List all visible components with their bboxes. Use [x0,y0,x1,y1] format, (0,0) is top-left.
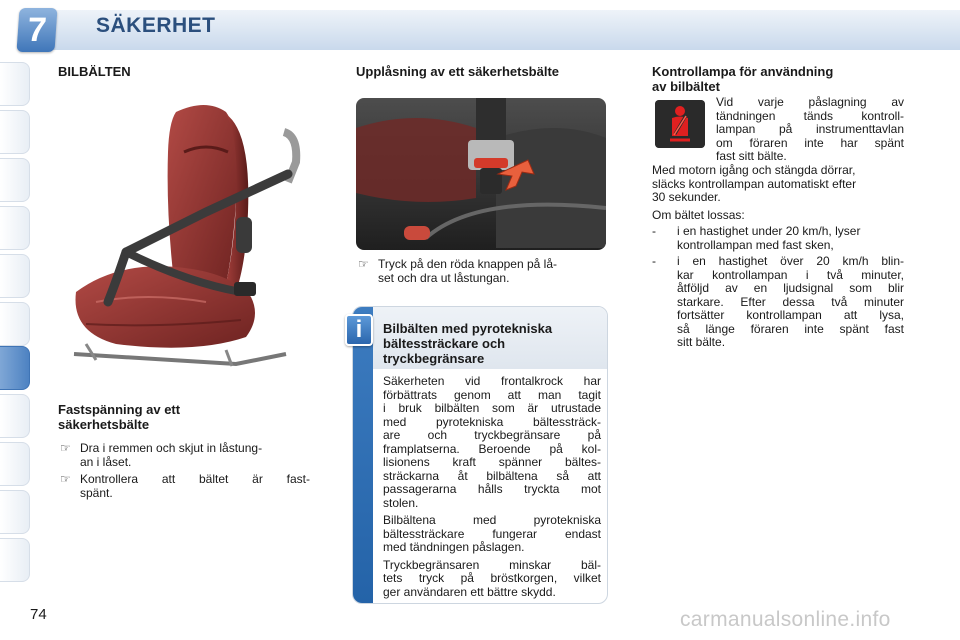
text-line: tets tryck på bröstkorgen, vilket [383,571,601,585]
upplasning-bullet-list [356,258,608,289]
heading-line: Kontrollampa för användning [652,64,834,79]
kontrollampa-dash-list [652,225,904,350]
list-item [58,442,310,469]
bullet-line: Dra i remmen och skjut in låstung- [80,441,263,455]
text-line: sträckarna åt bilbältena så att [383,468,601,483]
bullet-line: spänt. [80,485,113,500]
side-tab-5 [0,254,30,298]
section-heading-bilbalten: BILBÄLTEN [58,64,131,79]
buckle-release-photo [356,98,606,250]
text-line: fortsätter kontrollampan att lysa, [677,308,904,322]
page-header [0,0,960,52]
chapter-side-tabs [0,62,34,582]
side-tab-2 [0,110,30,154]
bullet-line: set och dra ut låstungan. [378,270,510,285]
watermark: carmanualsonline.info [680,608,891,631]
text-line: Bilbältena med pyrotekniska [383,513,601,527]
side-tab-10 [0,490,30,534]
seat-belt-illustration [56,92,312,382]
text-line: fast sitt bälte. [716,149,787,163]
text-line: passagerarna hålls tryckta mot [383,482,601,496]
info-icon: i [345,314,373,346]
fastspanning-bullet-list [58,442,310,504]
kontrollampa-paragraph-1 [652,164,904,205]
list-item [652,255,904,350]
dash-marker: - [652,254,656,268]
text-line: sitt bälte. [677,335,726,349]
section-heading-upplasning: Upplåsning av ett säkerhetsbälte [356,64,560,79]
text-line: tändningen tänds kontroll- [716,108,904,123]
side-tab-9 [0,442,30,486]
chapter-title: SÄKERHET [96,14,216,37]
text-line: Vid varje påslagning av [716,95,904,109]
chapter-number-badge: 7 [16,8,57,52]
info-box-title [383,321,552,366]
text-line: lisionens kraft spänner bältes- [383,455,601,469]
text-line: Med motorn igång och stängda dörrar, [652,163,856,177]
side-tab-3 [0,158,30,202]
info-box-side-bar [353,307,373,603]
side-tab-7-active [0,346,30,390]
text-line: lampan på instrumenttavlan [716,122,904,136]
list-item [356,258,608,285]
text-line: i bruk bilbälten som är utrustade [383,401,601,415]
text-line: om föraren inte har spänt [716,135,904,150]
info-title-line: Bilbälten med pyrotekniska [383,321,553,336]
text-line: 30 sekunder. [652,190,721,204]
text-line: Tryckbegränsaren minskar bäl- [383,557,601,572]
subheading-line-1: Fastspänning av ett [58,402,181,417]
info-box-pyrotechnic [352,306,608,604]
dash-marker: - [652,224,656,238]
info-paragraph-1 [383,375,601,510]
side-tab-1 [0,62,30,106]
text-line: släcks kontrollampan automatiskt efter [652,176,857,191]
text-line: med pyrotekniska bältessträck- [383,414,601,429]
text-line: med tändningen påslagen. [383,540,525,554]
text-line: bältessträckare fungerar endast [383,526,601,541]
subheading-line-2: säkerhetsbälte [58,417,150,432]
text-line: ger användaren ett bättre skydd. [383,584,556,599]
text-line: så länge föraren inte spänt fast [677,321,904,336]
text-line: Säkerheten vid frontalkrock har [383,374,601,388]
bullet-line: Tryck på den röda knappen på lå- [378,257,557,271]
text-line: förbättrats genom att man tagit [383,387,601,402]
text-line: i en hastighet över 20 km/h blin- [677,254,904,268]
side-tab-8 [0,394,30,438]
info-title-line: tryckbegränsare [383,351,485,366]
info-paragraph-3 [383,559,601,600]
side-tab-4 [0,206,30,250]
kontrollampa-paragraph-2: Om bältet lossas: [652,207,745,222]
info-paragraph-2 [383,514,601,555]
text-line: åtföljd av en ljudsignal som blir [677,281,904,295]
kontrollampa-body [652,164,904,350]
bullet-line: an i låset. [80,454,132,469]
page-number: 74 [30,606,47,623]
bullet-line: Kontrollera att bältet är fast- [80,472,310,486]
list-item [652,225,904,252]
info-box-body [383,375,601,599]
list-item [58,473,310,500]
info-title-line: bältessträckare och [383,336,506,351]
text-line: starkare. Efter dessa två minuter [677,294,904,309]
pointing-hand-icon: ☞ [60,472,71,486]
subheading-fastspanning [58,402,180,432]
text-line: are och tryckbegränsare på [383,428,601,442]
text-line: stolen. [383,495,419,510]
section-heading-kontrollampa [652,64,833,94]
heading-line: av bilbältet [652,79,720,94]
pointing-hand-icon: ☞ [60,441,71,455]
side-tab-6 [0,302,30,346]
pointing-hand-icon: ☞ [358,257,369,271]
text-line: framplatserna. Beroende på kol- [383,441,601,456]
text-line: kontrollampan med fast sken, [677,237,834,252]
seatbelt-warning-icon [655,100,705,148]
kontrollampa-intro [716,96,904,164]
side-tab-11 [0,538,30,582]
text-line: i en hastighet under 20 km/h, lyser [677,224,861,238]
text-line: kar kontrollampan i två minuter, [677,267,904,282]
